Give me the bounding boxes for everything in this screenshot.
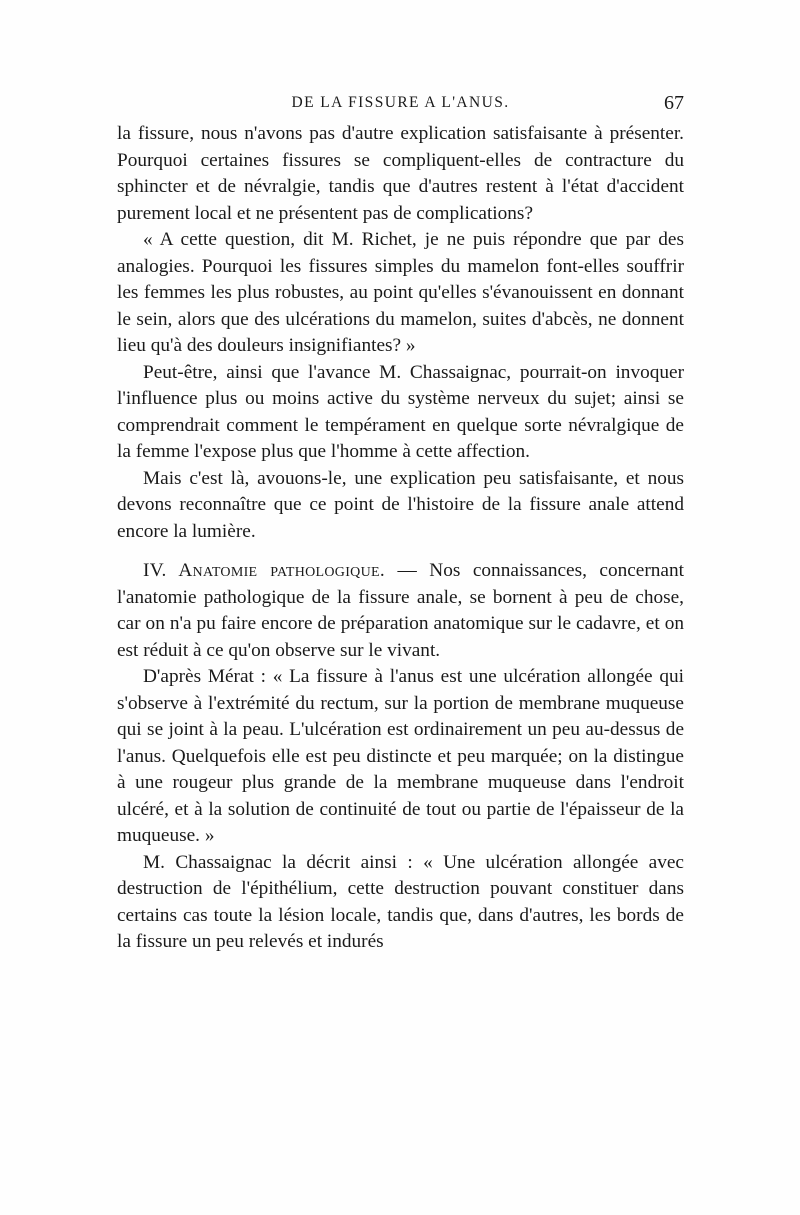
paragraph-unsatisfying-explanation: Mais c'est là, avouons-le, une explication peu satisfaisante, et nous devons reconnaître que ce point de l'histoire de la fissure anale attend encore la lumière. xyxy=(117,467,684,542)
paragraph-pathological-anatomy xyxy=(117,558,684,664)
paragraph-merat-description: D'après Mérat : « La fissure à l'anus est une ulcération allongée qui s'observe à l'extrémité du rectum, sur la portion de membrane muqueuse qui se joint à la peau. L'ulcération est ordinairement un peu au-dessus de l'anus. Quelquefois elle est peu distincte et peu marquée; on la distingue à une rougeur plus grande de la membrane muqueuse dans l'endroit ulcéré, et à la solution de continuité de tout ou partie de l'épaisseur de la muqueuse. » xyxy=(117,666,684,846)
paragraph-chassaignac-description: M. Chassaignac la décrit ainsi : « Une ulcération allongée avec destruction de l'épithélium, cette destruction pouvant constituer dans certains cas toute la lésion locale, tandis que, dans d'autres, les bords de la fissure un peu relevés et indurés xyxy=(117,851,684,952)
section-intro-text: — Nos connaissances, concernant l'anatomie pathologique de la fissure anale, se bornent à peu de chose, car on n'a pu faire encore de préparation anatomique sur le cadavre, et on est réduit à ce qu'on observe sur le vivant. xyxy=(117,560,684,661)
paragraph-chassaignac-hypothesis: Peut-être, ainsi que l'avance M. Chassaignac, pourrait-on invoquer l'influence plus ou moins active du système nerveux du sujet; ainsi se comprendrait comment le tempérament en quelque sorte névralgique de la femme l'expose plus que l'homme à cette affection. xyxy=(117,361,684,462)
paragraph-richet-quote: « A cette question, dit M. Richet, je ne puis répondre que par des analogies. Pourquoi les fissures simples du mamelon font-elles souffrir les femmes les plus robustes, au point qu'elles s'évanouissent en donnant le sein, alors que des ulcérations du mamelon, suites d'abcès, ne donnent lieu qu'à des douleurs insignifiantes? » xyxy=(117,229,684,356)
running-title: DE LA FISSURE A L'ANUS. xyxy=(291,94,510,111)
paragraph-fissure-complications: la fissure, nous n'avons pas d'autre explication satisfaisante à présenter. Pourquoi certaines fissures se compliquent-elles de contracture du sphincter et de névralgie, tandis que d'autres restent à l'état d'accident purement local et ne présentent pas de complications? xyxy=(117,123,684,224)
section-heading: IV. Anatomie pathologique. xyxy=(143,560,385,581)
running-head xyxy=(117,92,684,122)
page-number: 67 xyxy=(664,92,684,114)
body-text xyxy=(117,121,684,956)
